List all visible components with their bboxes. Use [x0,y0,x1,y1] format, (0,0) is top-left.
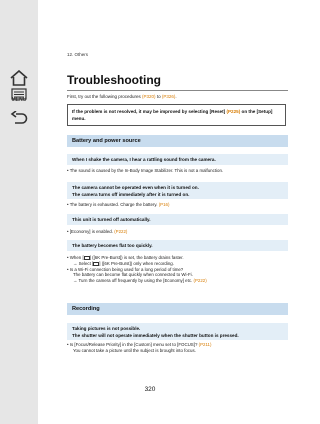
title-divider [67,90,288,91]
sidebar [0,0,38,424]
page-link[interactable]: (P211) [198,342,212,347]
section-heading-battery: Battery and power source [67,135,288,147]
question-box: When I shake the camera, I hear a rattling sound from the camera. [67,154,288,165]
reset-notice-box: If the problem is not resolved, it may be improved by selecting [Reset] (P225) on the [Setup] menu. [67,104,286,126]
question-box: Taking pictures is not possible. The shutter will not operate immediately when the shutter button is pressed. [67,323,288,340]
page-link[interactable]: (P222) [114,229,128,234]
page-link[interactable]: (P225) [226,109,241,114]
back-arrow-icon[interactable] [7,111,31,127]
page-title: Troubleshooting [67,73,161,87]
page-link[interactable]: (P16) [158,202,170,207]
home-icon[interactable] [7,70,31,86]
page-link[interactable]: (P222) [193,278,207,284]
question-box: The battery becomes flat too quickly. [67,240,288,251]
answer-text: • Is [Focus/Release Priority] in the [Custom] menu set to [FOCUS]? (P211) You cannot take a picture until the subject is brought into focus. [67,342,289,354]
page-link[interactable]: (P320) [142,94,156,99]
menu-button[interactable]: MENU [11,97,27,103]
section-heading-recording: Recording [67,303,288,315]
intro-text: First, try out the following procedures (P320) to (P326). [67,94,177,99]
page-number: 320 [144,386,156,393]
answer-text: • The battery is exhausted. Charge the battery. (P16) [67,202,289,208]
question-box: The camera cannot be operated even when it is turned on. The camera turns off immediately after it is turned on. [67,182,288,199]
question-box: This unit is turned off automatically. [67,214,288,225]
answer-text: • The sound is caused by the In-Body Image Stabilizer. This is not a malfunction. [67,168,289,174]
chapter-label: 12. Others [67,52,89,57]
page-link[interactable]: (P326) [161,94,176,99]
answer-text: • [Economy] is enabled. (P222) [67,229,289,235]
answer-text: • When [ ] ([6K Pre-Burst]) is set, the battery drains faster. → Select [ ] ([6K Pre-Burst]) only when recording. • Is a Wi-Fi connection being used for a long period of time? The battery can become flat quickly when connected to Wi-Fi. → Turn the camera off frequently by using the [Economy] etc. (P222) [67,255,289,284]
